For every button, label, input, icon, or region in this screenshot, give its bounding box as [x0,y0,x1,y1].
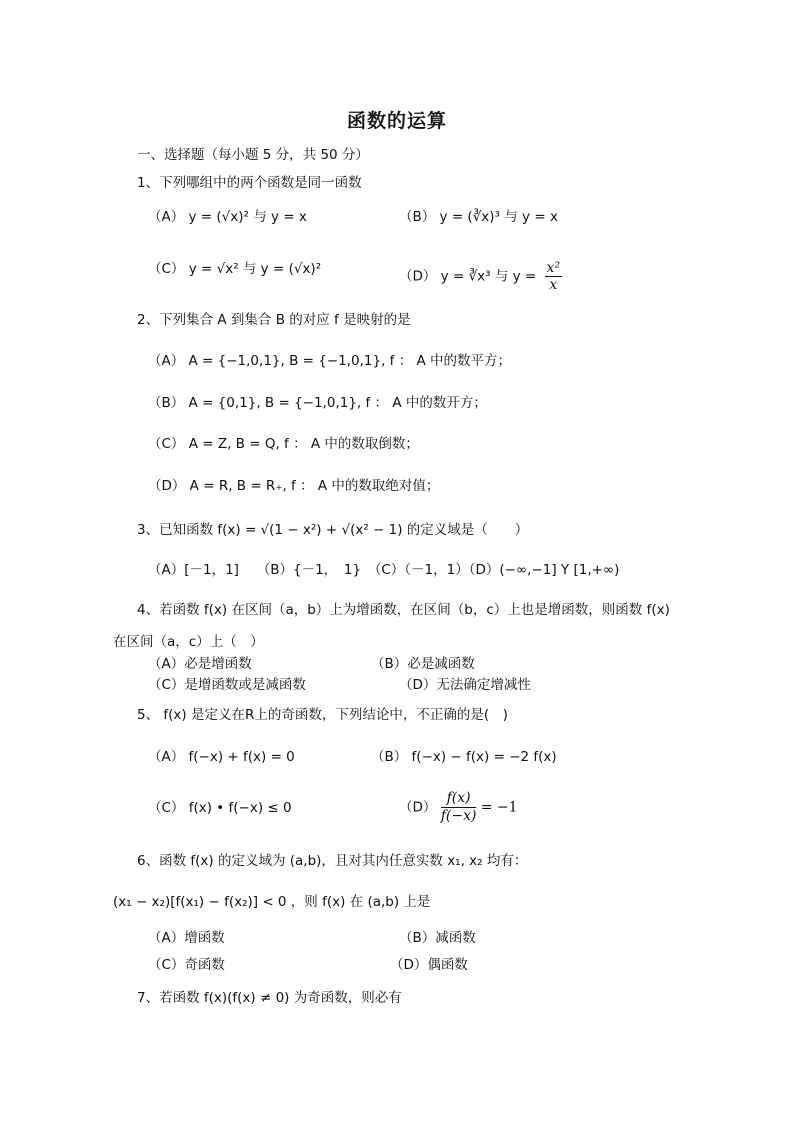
question-4-option-c: （C）是增函数或是减函数 [148,677,306,693]
question-4-option-d: （D）无法确定增减性 [399,677,531,693]
question-5-option-d-rhs: = −1 [480,799,518,816]
question-6-stem: 6、函数 f(x) 的定义域为 (a,b)，且对其内任意实数 x₁, x₂ 均有： [137,853,528,869]
fraction-denominator: x [549,277,558,293]
question-3-options: （A）[－1，1] （B）{－1， 1} （C）（－1，1）（D）(−∞,−1] Y [1,+∞) [148,562,620,578]
question-1-stem: 1、下列哪组中的两个函数是同一函数 [137,175,362,191]
question-5-option-d-label: （D） [399,799,437,816]
question-5-option-c: （C） f(x) • f(−x) ≤ 0 [148,800,292,816]
question-1-option-c: （C） y = √x² 与 y = (√x)² [148,261,322,277]
question-7-stem: 7、若函数 f(x)(f(x) ≠ 0) 为奇函数，则必有 [137,990,402,1006]
question-2-option-c: （C） A = Z, B = Q, f ： A 中的数取倒数； [148,436,419,452]
question-4-stem-continued: 在区间（a，c）上（ ） [113,634,264,650]
question-6-option-b: （B）减函数 [399,930,476,946]
section-heading: 一、选择题（每小题 5 分，共 50 分） [137,147,369,163]
question-1-option-b: （B） y = (∛x)³ 与 y = x [399,209,558,225]
question-6-option-d: （D）偶函数 [390,957,468,973]
question-6-option-c: （C）奇函数 [148,957,225,973]
question-4-stem: 4、若函数 f(x) 在区间（a，b）上为增函数，在区间（b，c）上也是增函数，则函数 f(x) [137,602,670,618]
question-4-option-a: （A）必是增函数 [148,656,252,672]
fraction-denominator: f(−x) [440,808,477,824]
question-6-option-a: （A）增函数 [148,930,225,946]
question-4-option-b: （B）必是减函数 [371,656,475,672]
question-5-stem: 5、 f(x) 是定义在R上的奇函数，下列结论中，不正确的是( ) [137,707,508,723]
fraction-numerator: x² [546,260,561,276]
question-1-option-d-fraction [545,260,563,293]
question-5-option-a: （A） f(−x) + f(x) = 0 [148,749,295,765]
question-1-option-a: （A） y = (√x)² 与 y = x [148,209,307,225]
question-2-option-b: （B） A = {0,1}, B = {−1,0,1}, f ： A 中的数开方； [148,395,487,411]
question-5-option-d [399,790,518,825]
question-6-condition: (x₁ − x₂)[f(x₁) − f(x₂)] < 0 ，则 f(x) 在 (a,b) 上是 [113,894,431,910]
question-1-option-d-label: （D） y = ∛x³ 与 y = [399,268,537,285]
question-5-option-d-fraction [441,790,477,825]
question-3-stem: 3、已知函数 f(x) = √(1 − x²) + √(x² − 1) 的定义域是（ ） [137,522,529,538]
question-1-option-d [399,260,562,293]
page-title: 函数的运算 [346,110,447,132]
question-2-option-d: （D） A = R, B = R₊, f ： A 中的数取绝对值； [148,478,440,494]
question-5-option-b: （B） f(−x) − f(x) = −2 f(x) [371,749,557,765]
question-2-stem: 2、下列集合 A 到集合 B 的对应 f 是映射的是 [137,312,411,328]
fraction-numerator: f(x) [441,790,477,808]
question-2-option-a: （A） A = {−1,0,1}, B = {−1,0,1}, f ： A 中的数平方； [148,353,512,369]
